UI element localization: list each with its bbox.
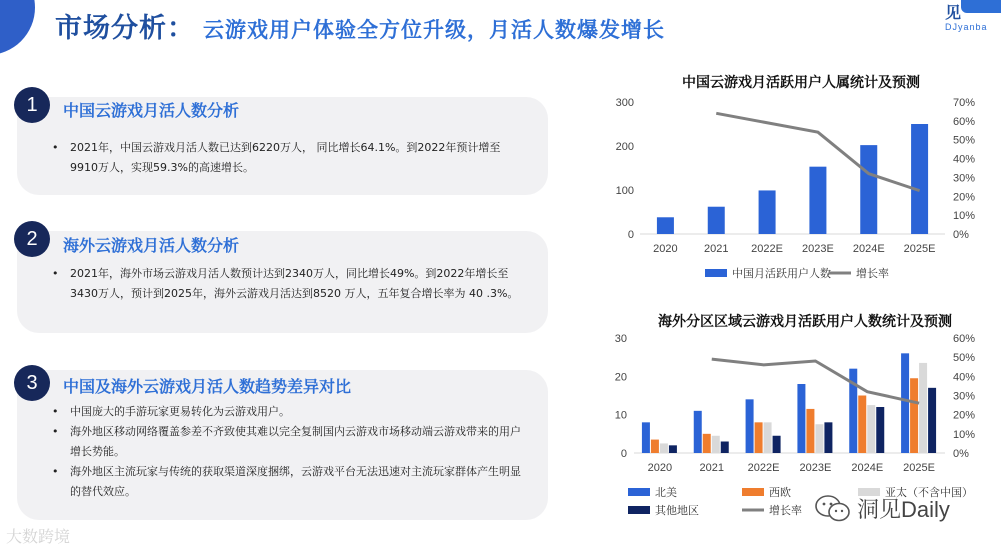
bullet-item: • 海外地区移动网络覆盖参差不齐致使其难以完全复制国内云游戏市场移动端云游戏带来的用户增长势能。 bbox=[52, 422, 522, 462]
bar-2 bbox=[703, 434, 711, 453]
y2-tick-label: 0% bbox=[953, 448, 969, 460]
watermark-left: 大数跨境 bbox=[6, 527, 71, 546]
bar-3 bbox=[764, 422, 772, 453]
chart-2-title: 海外分区区域云游戏月活跃用户人数统计及预测 bbox=[658, 314, 952, 330]
bullet-item: • 2021年，中国云游戏月活人数已达到6220万人， 同比增长64.1%。到2022年预计增至9910万人，实现59.3%的高速增长。 bbox=[52, 138, 522, 178]
legend-label: 增长率 bbox=[856, 267, 889, 280]
bar-2 bbox=[651, 440, 659, 453]
bar-4 bbox=[721, 442, 729, 454]
watermark-right bbox=[815, 493, 950, 524]
bar-1 bbox=[809, 167, 826, 234]
bar-1 bbox=[708, 207, 725, 234]
y2-tick-label: 10% bbox=[953, 428, 976, 441]
page-title-sub: 云游戏用户体验全方位升级，月活人数爆发增长 bbox=[203, 18, 665, 42]
legend-label: 其他地区 bbox=[655, 504, 699, 517]
bar-4 bbox=[824, 422, 832, 453]
bar-1 bbox=[746, 399, 754, 453]
x-tick-label: 2025E bbox=[903, 243, 936, 255]
legend-label: 北美 bbox=[655, 486, 677, 499]
section-title-1: 中国云游戏月活人数分析 bbox=[63, 101, 240, 120]
x-tick-label: 2021 bbox=[704, 243, 729, 255]
y2-tick-label: 10% bbox=[953, 210, 976, 223]
y2-tick-label: 30% bbox=[953, 172, 976, 185]
bullet-item: • 海外地区主流玩家与传统的获取渠道深度捆绑，云游戏平台无法迅速对主流玩家群体产生明显的替代效应。 bbox=[52, 462, 522, 502]
bar-1 bbox=[860, 145, 877, 234]
section-title-2: 海外云游戏月活人数分析 bbox=[63, 236, 240, 255]
bar-1 bbox=[911, 124, 928, 234]
y2-tick-label: 70% bbox=[953, 97, 976, 109]
brand-char: 见 bbox=[945, 3, 962, 22]
brand-latin: DJyanba bbox=[945, 22, 988, 32]
x-tick-label: 2024E bbox=[852, 243, 885, 255]
y2-tick-label: 40% bbox=[953, 371, 976, 384]
bar-4 bbox=[876, 407, 884, 453]
legend-label: 亚太（不含中国） bbox=[885, 486, 973, 499]
bar-1 bbox=[759, 190, 776, 234]
x-tick-label: 2023E bbox=[802, 243, 834, 255]
bar-1 bbox=[694, 411, 702, 453]
legend-label: 西欧 bbox=[769, 486, 791, 499]
y-tick-label: 300 bbox=[615, 97, 634, 109]
bar-2 bbox=[755, 422, 763, 453]
x-tick-label: 2023E bbox=[799, 462, 832, 474]
section-number-2: 2 bbox=[14, 221, 50, 257]
page-title-main: 市场分析： bbox=[55, 13, 195, 44]
y2-tick-label: 0% bbox=[953, 229, 969, 241]
y-tick-label: 200 bbox=[615, 141, 634, 153]
bar-1 bbox=[901, 353, 909, 453]
y-tick-label: 0 bbox=[620, 448, 627, 460]
section-number-3: 3 bbox=[14, 365, 50, 401]
chart-1-title: 中国云游戏月活跃用户人属统计及预测 bbox=[682, 75, 920, 91]
y-tick-label: 10 bbox=[614, 409, 627, 422]
x-tick-label: 2020 bbox=[647, 462, 673, 474]
bar-1 bbox=[657, 217, 674, 234]
growth-rate-line bbox=[712, 359, 919, 403]
bullet-item: • 2021年，海外市场云游戏月活人数预计达到2340万人，同比增长49%。到2022年增长至3430万人，预计到2025年，海外云游戏月活达到8520 万人，五年复合增长率为 40 .3%。 bbox=[52, 264, 522, 304]
y2-tick-label: 50% bbox=[953, 134, 976, 147]
bar-4 bbox=[669, 445, 677, 453]
bar-3 bbox=[815, 424, 823, 453]
bar-2 bbox=[806, 409, 814, 453]
bar-3 bbox=[660, 443, 668, 453]
x-tick-label: 2024E bbox=[851, 462, 884, 474]
y2-tick-label: 60% bbox=[953, 115, 976, 128]
bullet-item: • 中国庞大的手游玩家更易转化为云游戏用户。 bbox=[52, 402, 522, 422]
bar-1 bbox=[797, 384, 805, 453]
legend-label: 增长率 bbox=[769, 504, 802, 517]
legend-swatch bbox=[628, 488, 650, 496]
y-tick-label: 30 bbox=[614, 333, 627, 345]
x-tick-label: 2021 bbox=[699, 462, 724, 474]
y2-tick-label: 50% bbox=[953, 352, 976, 365]
bar-3 bbox=[867, 405, 875, 453]
bar-4 bbox=[928, 388, 936, 453]
bar-3 bbox=[712, 436, 720, 453]
y2-tick-label: 20% bbox=[953, 409, 976, 422]
wechat-icon bbox=[815, 495, 851, 523]
y2-tick-label: 60% bbox=[953, 333, 976, 345]
y-tick-label: 0 bbox=[627, 229, 634, 241]
y2-tick-label: 40% bbox=[953, 153, 976, 166]
bar-4 bbox=[773, 436, 781, 453]
legend-swatch bbox=[628, 506, 650, 514]
bar-2 bbox=[910, 378, 918, 453]
y2-tick-label: 30% bbox=[953, 390, 976, 403]
bar-1 bbox=[642, 422, 650, 453]
section-number-1: 1 bbox=[14, 87, 50, 123]
x-tick-label: 2020 bbox=[653, 243, 678, 255]
bar-2 bbox=[858, 396, 866, 454]
section-title-3: 中国及海外云游戏月活人数趋势差异对比 bbox=[63, 377, 352, 396]
y-tick-label: 20 bbox=[614, 371, 627, 384]
y2-tick-label: 20% bbox=[953, 191, 976, 204]
y-tick-label: 100 bbox=[615, 185, 634, 197]
bar-3 bbox=[919, 363, 927, 453]
legend-swatch bbox=[705, 269, 727, 277]
legend-label: 中国月活跃用户人数 bbox=[732, 267, 831, 280]
x-tick-label: 2022E bbox=[751, 243, 783, 255]
watermark-right-text: 洞见Daily bbox=[857, 497, 950, 522]
x-tick-label: 2022E bbox=[747, 462, 780, 474]
x-tick-label: 2025E bbox=[903, 462, 935, 474]
legend-swatch bbox=[742, 488, 764, 496]
